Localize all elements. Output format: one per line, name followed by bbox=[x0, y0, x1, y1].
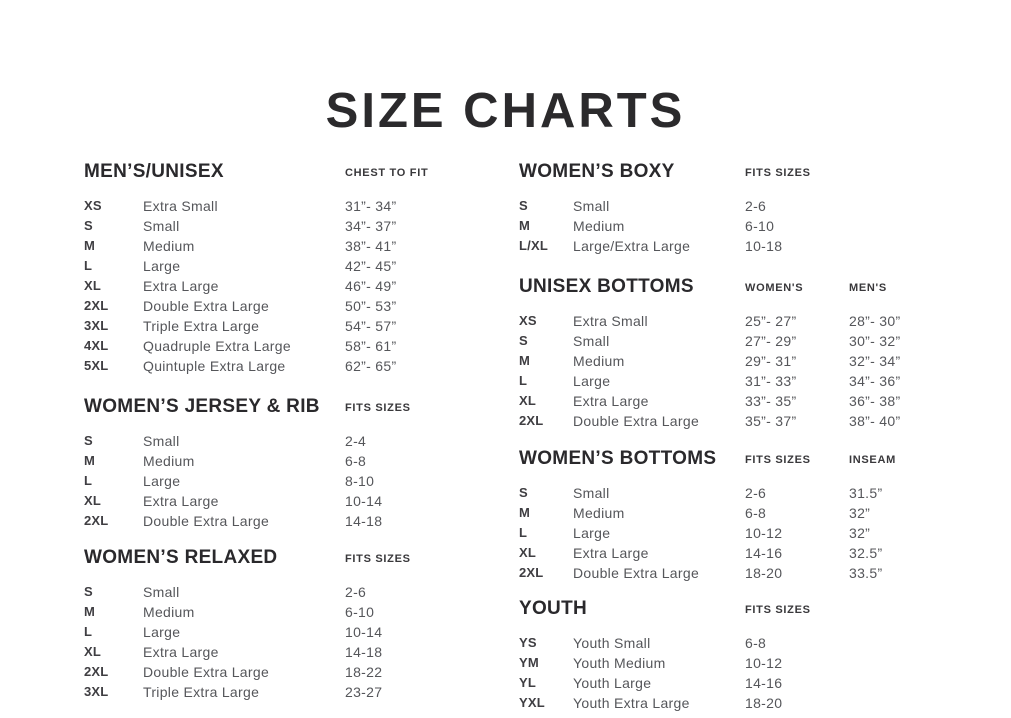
size-code: YM bbox=[519, 655, 539, 670]
size-table bbox=[519, 198, 949, 258]
size-name: Triple Extra Large bbox=[143, 318, 260, 334]
size-code: YXL bbox=[519, 695, 545, 710]
size-name: Small bbox=[143, 584, 180, 600]
size-value: 2-6 bbox=[345, 584, 367, 600]
size-value: 46”- 49” bbox=[345, 278, 397, 294]
size-name: Extra Large bbox=[573, 393, 649, 409]
size-value: 6-8 bbox=[745, 635, 767, 651]
table-row bbox=[519, 313, 949, 333]
size-code: L bbox=[84, 258, 93, 273]
table-row bbox=[519, 695, 949, 715]
table-row bbox=[84, 358, 514, 378]
size-value: 18-20 bbox=[745, 565, 783, 581]
size-name: Medium bbox=[573, 353, 625, 369]
size-table bbox=[84, 433, 514, 533]
size-code: YL bbox=[519, 675, 537, 690]
size-code: XL bbox=[519, 545, 537, 560]
table-row bbox=[84, 473, 514, 493]
size-value: 6-10 bbox=[345, 604, 375, 620]
size-value: 28”- 30” bbox=[849, 313, 901, 329]
size-table bbox=[519, 485, 949, 585]
size-name: Small bbox=[573, 333, 610, 349]
table-row bbox=[84, 493, 514, 513]
size-code: 3XL bbox=[84, 318, 109, 333]
page-title: SIZE CHARTS bbox=[325, 83, 686, 138]
size-code: 2XL bbox=[519, 565, 544, 580]
size-value: 8-10 bbox=[345, 473, 375, 489]
size-value: 54”- 57” bbox=[345, 318, 397, 334]
size-code: 2XL bbox=[84, 513, 109, 528]
size-value: 38”- 40” bbox=[849, 413, 901, 429]
size-code: XL bbox=[84, 493, 102, 508]
table-row bbox=[84, 644, 514, 664]
column-header-fits-sizes: FITS SIZES bbox=[345, 553, 411, 565]
size-code: XS bbox=[84, 198, 102, 213]
size-value: 6-8 bbox=[745, 505, 767, 521]
size-value: 31.5” bbox=[849, 485, 883, 501]
table-row bbox=[519, 565, 949, 585]
size-name: Youth Extra Large bbox=[573, 695, 690, 711]
table-row bbox=[519, 373, 949, 393]
table-row bbox=[84, 584, 514, 604]
size-code: S bbox=[519, 485, 528, 500]
table-row bbox=[519, 505, 949, 525]
size-value: 31”- 34” bbox=[345, 198, 397, 214]
table-row bbox=[84, 338, 514, 358]
size-name: Youth Medium bbox=[573, 655, 666, 671]
size-code: 2XL bbox=[519, 413, 544, 428]
table-row bbox=[519, 353, 949, 373]
table-row bbox=[519, 413, 949, 433]
size-value: 32.5” bbox=[849, 545, 883, 561]
size-name: Quintuple Extra Large bbox=[143, 358, 286, 374]
table-row bbox=[519, 655, 949, 675]
column-header-inseam: INSEAM bbox=[849, 454, 896, 466]
size-code: M bbox=[84, 238, 96, 253]
size-code: 3XL bbox=[84, 684, 109, 699]
table-row bbox=[84, 624, 514, 644]
size-code: XL bbox=[84, 644, 102, 659]
size-value: 62”- 65” bbox=[345, 358, 397, 374]
size-name: Large bbox=[143, 624, 181, 640]
size-value: 33.5” bbox=[849, 565, 883, 581]
table-row bbox=[84, 238, 514, 258]
size-value: 34”- 37” bbox=[345, 218, 397, 234]
size-value: 14-18 bbox=[345, 644, 383, 660]
size-value: 10-18 bbox=[745, 238, 783, 254]
table-row bbox=[84, 258, 514, 278]
size-code: 2XL bbox=[84, 664, 109, 679]
size-name: Extra Large bbox=[573, 545, 649, 561]
size-name: Large bbox=[143, 258, 181, 274]
size-name: Youth Large bbox=[573, 675, 652, 691]
size-name: Large/Extra Large bbox=[573, 238, 691, 254]
size-code: S bbox=[84, 218, 93, 233]
table-row bbox=[84, 298, 514, 318]
table-row bbox=[519, 393, 949, 413]
size-code: M bbox=[519, 218, 531, 233]
section-title: WOMEN’S BOXY bbox=[519, 161, 675, 182]
size-value: 6-10 bbox=[745, 218, 775, 234]
size-value: 29”- 31” bbox=[745, 353, 797, 369]
size-name: Medium bbox=[573, 505, 625, 521]
size-value: 35”- 37” bbox=[745, 413, 797, 429]
size-value: 38”- 41” bbox=[345, 238, 397, 254]
size-code: M bbox=[84, 604, 96, 619]
size-name: Medium bbox=[573, 218, 625, 234]
size-name: Youth Small bbox=[573, 635, 651, 651]
size-name: Double Extra Large bbox=[573, 413, 700, 429]
table-row bbox=[519, 238, 949, 258]
size-name: Double Extra Large bbox=[143, 298, 270, 314]
size-name: Medium bbox=[143, 453, 195, 469]
size-value: 18-22 bbox=[345, 664, 383, 680]
size-name: Triple Extra Large bbox=[143, 684, 260, 700]
size-name: Large bbox=[143, 473, 181, 489]
size-code: 2XL bbox=[84, 298, 109, 313]
size-code: YS bbox=[519, 635, 537, 650]
size-value: 36”- 38” bbox=[849, 393, 901, 409]
section-title: UNISEX BOTTOMS bbox=[519, 276, 694, 297]
size-value: 2-4 bbox=[345, 433, 367, 449]
size-code: S bbox=[84, 433, 93, 448]
size-name: Double Extra Large bbox=[143, 664, 270, 680]
size-name: Extra Small bbox=[573, 313, 648, 329]
table-row bbox=[84, 604, 514, 624]
table-row bbox=[84, 684, 514, 704]
size-code: XS bbox=[519, 313, 537, 328]
column-header-fits-sizes: FITS SIZES bbox=[345, 402, 411, 414]
size-value: 27”- 29” bbox=[745, 333, 797, 349]
size-value: 14-18 bbox=[345, 513, 383, 529]
table-row bbox=[84, 513, 514, 533]
size-value: 10-14 bbox=[345, 624, 383, 640]
section-title: WOMEN’S JERSEY & RIB bbox=[84, 396, 320, 417]
size-value: 31”- 33” bbox=[745, 373, 797, 389]
size-name: Extra Large bbox=[143, 493, 219, 509]
size-value: 10-12 bbox=[745, 525, 783, 541]
column-header-fits-sizes: FITS SIZES bbox=[745, 167, 811, 179]
size-code: L bbox=[84, 624, 93, 639]
table-row bbox=[519, 333, 949, 353]
size-table bbox=[519, 635, 949, 715]
size-table bbox=[84, 584, 514, 704]
size-name: Large bbox=[573, 525, 611, 541]
size-value: 34”- 36” bbox=[849, 373, 901, 389]
column-header-womens: WOMEN'S bbox=[745, 282, 804, 294]
table-row bbox=[84, 433, 514, 453]
table-row bbox=[519, 525, 949, 545]
size-value: 2-6 bbox=[745, 485, 767, 501]
column-header-mens: MEN'S bbox=[849, 282, 887, 294]
size-code: XL bbox=[84, 278, 102, 293]
size-value: 6-8 bbox=[345, 453, 367, 469]
size-value: 14-16 bbox=[745, 675, 783, 691]
table-row bbox=[519, 545, 949, 565]
size-name: Small bbox=[143, 218, 180, 234]
size-code: 5XL bbox=[84, 358, 109, 373]
size-code: S bbox=[84, 584, 93, 599]
size-value: 14-16 bbox=[745, 545, 783, 561]
size-code: S bbox=[519, 333, 528, 348]
size-value: 32” bbox=[849, 505, 871, 521]
size-code: M bbox=[84, 453, 96, 468]
column-header-fits-sizes: FITS SIZES bbox=[745, 604, 811, 616]
size-table bbox=[519, 313, 949, 433]
size-value: 18-20 bbox=[745, 695, 783, 711]
column-header-fits-sizes: FITS SIZES bbox=[745, 454, 811, 466]
size-code: XL bbox=[519, 393, 537, 408]
size-code: L bbox=[519, 525, 528, 540]
size-name: Medium bbox=[143, 604, 195, 620]
table-row bbox=[84, 218, 514, 238]
section-title: YOUTH bbox=[519, 598, 587, 619]
size-name: Extra Large bbox=[143, 278, 219, 294]
size-value: 10-14 bbox=[345, 493, 383, 509]
size-name: Small bbox=[573, 485, 610, 501]
table-row bbox=[519, 218, 949, 238]
table-row bbox=[84, 664, 514, 684]
size-value: 2-6 bbox=[745, 198, 767, 214]
size-value: 32” bbox=[849, 525, 871, 541]
section-title: MEN’S/UNISEX bbox=[84, 161, 224, 182]
size-value: 25”- 27” bbox=[745, 313, 797, 329]
size-name: Double Extra Large bbox=[573, 565, 700, 581]
size-code: L/XL bbox=[519, 238, 548, 253]
size-value: 33”- 35” bbox=[745, 393, 797, 409]
size-value: 42”- 45” bbox=[345, 258, 397, 274]
size-name: Extra Large bbox=[143, 644, 219, 660]
size-name: Quadruple Extra Large bbox=[143, 338, 291, 354]
size-value: 32”- 34” bbox=[849, 353, 901, 369]
size-name: Double Extra Large bbox=[143, 513, 270, 529]
size-code: M bbox=[519, 505, 531, 520]
size-code: S bbox=[519, 198, 528, 213]
column-header-chest-to-fit: CHEST TO FIT bbox=[345, 167, 429, 179]
size-name: Small bbox=[143, 433, 180, 449]
size-value: 58”- 61” bbox=[345, 338, 397, 354]
table-row bbox=[84, 198, 514, 218]
size-code: L bbox=[519, 373, 528, 388]
table-row bbox=[84, 318, 514, 338]
size-value: 23-27 bbox=[345, 684, 383, 700]
size-code: 4XL bbox=[84, 338, 109, 353]
size-value: 30”- 32” bbox=[849, 333, 901, 349]
table-row bbox=[519, 198, 949, 218]
size-name: Extra Small bbox=[143, 198, 218, 214]
section-title: WOMEN’S RELAXED bbox=[84, 547, 278, 568]
size-table bbox=[84, 198, 514, 378]
section-title: WOMEN’S BOTTOMS bbox=[519, 448, 717, 469]
size-code: L bbox=[84, 473, 93, 488]
size-value: 50”- 53” bbox=[345, 298, 397, 314]
size-name: Large bbox=[573, 373, 611, 389]
size-code: M bbox=[519, 353, 531, 368]
table-row bbox=[519, 485, 949, 505]
table-row bbox=[519, 675, 949, 695]
size-name: Medium bbox=[143, 238, 195, 254]
table-row bbox=[84, 278, 514, 298]
table-row bbox=[519, 635, 949, 655]
size-name: Small bbox=[573, 198, 610, 214]
size-value: 10-12 bbox=[745, 655, 783, 671]
table-row bbox=[84, 453, 514, 473]
